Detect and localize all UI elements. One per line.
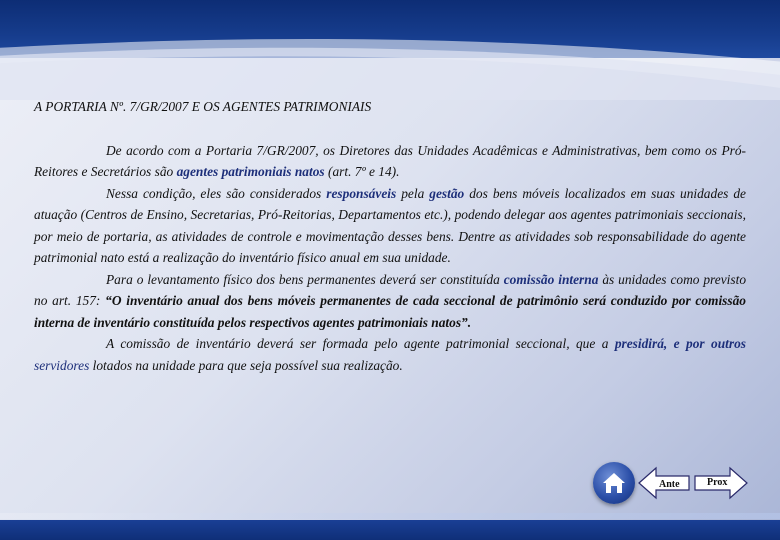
p4-text-end: lotados na unidade para que seja possível sua realização. [89, 357, 403, 373]
p4-emphasis-servidores: servidores [34, 357, 90, 373]
paragraph-1 [34, 140, 746, 183]
p4-emphasis-outros: , e por outros [663, 336, 747, 351]
p4-emphasis-presidira: presidirá [614, 336, 664, 351]
p3-quote: “O inventário anual dos bens móveis permanentes de cada seccional de patrimônio será conduzido por comissão interna de inventário constituída pelos respectivos agentes patrimoniais natos”. [34, 293, 746, 330]
slide-heading: A PORTARIA Nº. 7/GR/2007 E OS AGENTES PATRIMONIAIS [34, 99, 372, 114]
p3-text-mid: às unidades como previsto no art. 157: [34, 271, 747, 308]
paragraph-3 [34, 269, 746, 334]
p3-emphasis: comissão interna [503, 271, 599, 287]
p3-text: Para o levantamento físico dos bens permanentes deverá ser constituída [106, 271, 504, 287]
slide-content [34, 96, 746, 376]
paragraph-2 [34, 183, 746, 269]
footer-band [0, 520, 780, 540]
next-label: Prox [707, 477, 728, 488]
p2-text-end: dos bens móveis localizados em suas unidades de atuação (Centros de Ensino, Secretarias, Pró-Reitorias, Departamentos etc.), podendo delegar aos agentes patrimoniais seccionais, por meio de portaria, as atividades de controle e movimentação desses bens. Dentre as atividades sob responsabilidade do agente patrimonial nato está a realização do inventário físico anual em sua unidade. [34, 185, 746, 265]
p2-emphasis-gestao: gestão [429, 185, 465, 201]
footer-line [0, 513, 780, 519]
next-button[interactable] [694, 466, 748, 500]
home-icon [601, 470, 627, 496]
previous-button[interactable] [638, 466, 690, 500]
p2-text-mid: pela [396, 185, 430, 201]
p1-text: De acordo com a Portaria 7/GR/2007, os Diretores das Unidades Acadêmicas e Administrativas, bem como os Pró-Reitores e Secretários são [34, 142, 746, 179]
p1-emphasis: agentes patrimoniais natos [176, 164, 325, 179]
p1-text-end: (art. 7º e 14). [324, 164, 400, 179]
previous-label: Ante [659, 479, 680, 490]
home-button[interactable] [593, 462, 635, 504]
p2-emphasis-responsaveis: responsáveis [326, 185, 397, 201]
p4-text: A comissão de inventário deverá ser formada pelo agente patrimonial seccional, que a [106, 336, 615, 351]
paragraph-4 [34, 333, 746, 376]
p2-text: Nessa condição, eles são considerados [106, 185, 327, 201]
header-swoosh [0, 30, 780, 100]
